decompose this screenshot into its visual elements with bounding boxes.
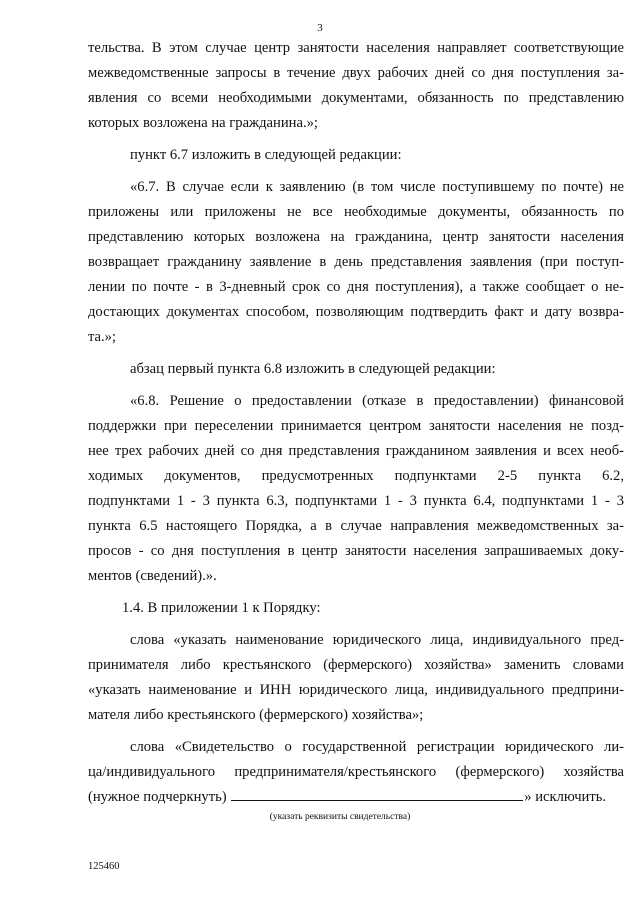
document-code: 125460 (88, 861, 120, 872)
text-line: тельства. В этом случае центр занятости населения направляет соответствующие (88, 40, 624, 56)
page-number: 3 (317, 22, 323, 34)
text-line: пункт 6.7 изложить в следующей редакции: (130, 147, 402, 163)
text-line: ходимых документов, предусмотренных подпунктами 2-5 пункта 6.2, (88, 468, 624, 484)
text-line: слова «Свидетельство о государственной регистрации юридического ли- (130, 739, 624, 755)
text-line: представлению которых возложена на гражданина, центр занятости населения (88, 229, 624, 245)
text-line: слова «указать наименование юридического лица, индивидуального пред- (130, 632, 624, 648)
text-line: подпунктами 1 - 3 пункта 6.3, подпунктами 1 - 3 пункта 6.4, подпунктами 1 - 3 (88, 493, 624, 509)
text-line: абзац первый пункта 6.8 изложить в следующей редакции: (130, 361, 496, 377)
text-line: нее трех рабочих дней со дня представления гражданином заявления и всех необ- (88, 443, 624, 459)
text-line: ментов (сведений).». (88, 568, 217, 584)
text-line: «6.7. В случае если к заявлению (в том числе поступившему по почте) не (130, 179, 624, 195)
text-line: просов - со дня поступления в центр занятости населения запрашиваемых доку- (88, 543, 624, 559)
text-line: 1.4. В приложении 1 к Порядку: (122, 600, 321, 616)
text-line: «6.8. Решение о предоставлении (отказе в предоставлении) финансовой (130, 393, 624, 409)
text-line: мателя либо крестьянского (фермерского) хозяйства»; (88, 707, 424, 723)
text-line: «указать наименование и ИНН юридического лица, индивидуального предприни- (88, 682, 624, 698)
text-line: явления со всеми необходимыми документами, обязанность по представлению (88, 90, 624, 106)
text-line: достающих документах способом, позволяющим подтвердить факт и дату возвра- (88, 304, 624, 320)
text-line: которых возложена на гражданина.»; (88, 115, 318, 131)
text-line: возвращает гражданину заявление в день представления заявления (при поступ- (88, 254, 624, 270)
text-line: ца/индивидуального предпринимателя/крестьянского (фермерского) хозяйства (88, 764, 624, 780)
text-line-with-blank (88, 785, 624, 810)
text-fragment: » исключить. (524, 789, 607, 805)
blank-caption: (указать реквизиты свидетельства) (269, 812, 411, 822)
text-fragment: (нужное подчеркнуть) (88, 789, 227, 805)
document-body (88, 36, 624, 810)
text-line: межведомственные запросы в течение двух рабочих дней со дня поступления за- (88, 65, 624, 81)
fill-in-blank (231, 786, 523, 801)
text-line: приложены или приложены не все необходимые документы, обязанность по (88, 204, 624, 220)
text-line: пункта 6.5 настоящего Порядка, а в случае направления межведомственных за- (88, 518, 624, 534)
text-line: лении по почте - в 3-дневный срок со дня поступления), а также сообщает о не- (88, 279, 624, 295)
text-line: поддержки при переселении принимается центром занятости населения не позд- (88, 418, 624, 434)
text-line: та.»; (88, 329, 117, 345)
text-line: принимателя либо крестьянского (фермерского) хозяйства» заменить словами (88, 657, 624, 673)
